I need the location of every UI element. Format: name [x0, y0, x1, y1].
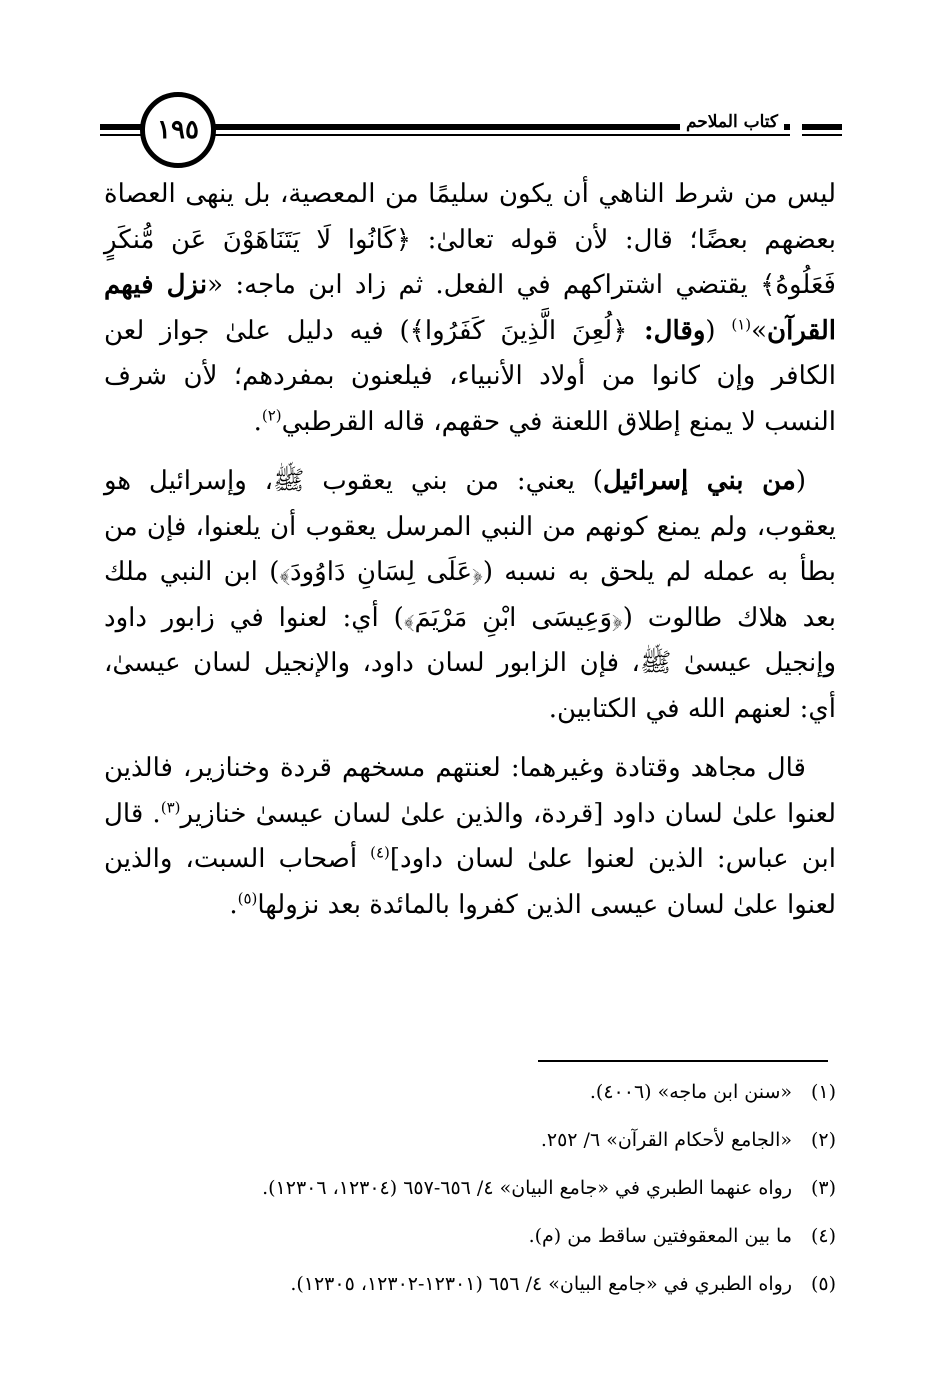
footnote-separator — [538, 1060, 828, 1062]
header-rule-right-thin — [802, 134, 842, 136]
footnote-marker: (٥) — [237, 888, 258, 907]
footnotes — [104, 1068, 836, 1308]
footnote-text: «سنن ابن ماجه» (٤٠٠٦). — [589, 1081, 792, 1103]
footnote-number: (٢) — [810, 1129, 836, 1151]
text-run: ( — [795, 466, 806, 496]
footnote-text: «الجامع لأحكام القرآن» ٦/ ٢٥٢. — [540, 1129, 792, 1151]
header-rule-left-thick — [100, 124, 142, 130]
header-rule-left-thin — [100, 134, 142, 136]
footnote — [104, 1260, 836, 1308]
main-text — [104, 172, 836, 942]
footnote — [104, 1068, 836, 1116]
text-run: . — [229, 889, 238, 920]
emphasis-text: من بني إسرائيل — [602, 466, 796, 496]
footnote-number: (١) — [810, 1081, 836, 1103]
footnote-marker: (٣) — [160, 797, 181, 816]
footnote-marker: (٢) — [261, 405, 282, 424]
page-number: ١٩٥ — [157, 115, 199, 145]
paragraph — [104, 746, 836, 928]
footnote-number: (٣) — [810, 1177, 836, 1199]
footnote-number: (٤) — [810, 1225, 836, 1247]
paragraph — [104, 459, 836, 732]
text-run: ) يعني: من بني يعقوب ﷺ، وإسرائيل هو يعقوب، ولم يمنع كونهم من النبي المرسل يعقوب أن يلعنوا، فإن من بطأ به عمله لم يلحق به نسبه (﴿عَلَى لِسَانِ دَاوُودَ﴾) ابن النبي ملك بعد هلاك طالوت (﴿وَعِيسَى ابْنِ مَرْيَمَ﴾) أي: لعنوا في زابور داود وإنجيل عيسىٰ ﷺ، فإن الزابور لسان داود، والإنجيل لسان عيسىٰ، أي: لعنهم الله في الكتابين. — [104, 466, 836, 724]
text-run: ليس من شرط الناهي أن يكون سليمًا من المعصية، بل ينهى العصاة بعضهم بعضًا؛ قال: لأن قوله تعالىٰ: ﴿كَانُوا لَا يَتَنَاهَوْنَ عَن مُّنكَرٍ فَعَلُوهُ﴾ يقتضي اشتراكهم في الفعل. ثم زاد ابن ماجه: « — [104, 179, 836, 300]
header-rule-right-thick — [802, 124, 842, 130]
footnote — [104, 1164, 836, 1212]
text-run: . قال ابن عباس: الذين لعنوا علىٰ لسان داود] — [104, 798, 836, 874]
footnote-number: (٥) — [810, 1273, 836, 1295]
emphasis-text: وقال: — [627, 315, 706, 346]
footnote — [104, 1116, 836, 1164]
emphasis-text: نزل فيهم القرآن — [104, 270, 836, 346]
footnote-marker: (١) — [731, 314, 752, 333]
page-number-badge — [140, 92, 216, 168]
text-run: . — [253, 406, 262, 437]
footnote-text: رواه عنهما الطبري في «جامع البيان» ٤/ ٦٥٦-٦٥٧ (١٢٣٠٤، ١٢٣٠٦). — [262, 1177, 792, 1199]
paragraph — [104, 172, 836, 445]
book-title: كتاب الملاحم — [680, 112, 784, 132]
text-run: ﴿لُعِنَ الَّذِينَ كَفَرُوا﴾) فيه دليل علىٰ جواز لعن الكافر وإن كانوا من أولاد الأنبياء، فيلعنون بمفردهم؛ لأن شرف النسب لا يمنع إطلاق اللعنة في حقهم، قاله القرطبي — [104, 315, 836, 437]
footnote-marker: (٤) — [370, 843, 390, 862]
text-run: أصحاب السبت، والذين لعنوا علىٰ لسان عيسى الذين كفروا بالمائدة بعد نزولها — [104, 844, 836, 920]
header-rule-thin — [210, 134, 790, 136]
text-run: قال مجاهد وقتادة وغيرهما: لعنتهم مسخهم قردة وخنازير، فالذين لعنوا علىٰ لسان داود [قردة، والذين علىٰ لسان عيسىٰ خنازير — [104, 753, 836, 829]
footnote-text: ما بين المعقوفتين ساقط من (م). — [528, 1225, 792, 1247]
text-run: » — [751, 315, 768, 346]
footnote — [104, 1212, 836, 1260]
running-header — [100, 88, 842, 174]
text-run: ( — [705, 315, 732, 346]
footnote-text: رواه الطبري في «جامع البيان» ٤/ ٦٥٦ (١٢٣٠١-١٢٣٠٢، ١٢٣٠٥). — [290, 1273, 792, 1295]
